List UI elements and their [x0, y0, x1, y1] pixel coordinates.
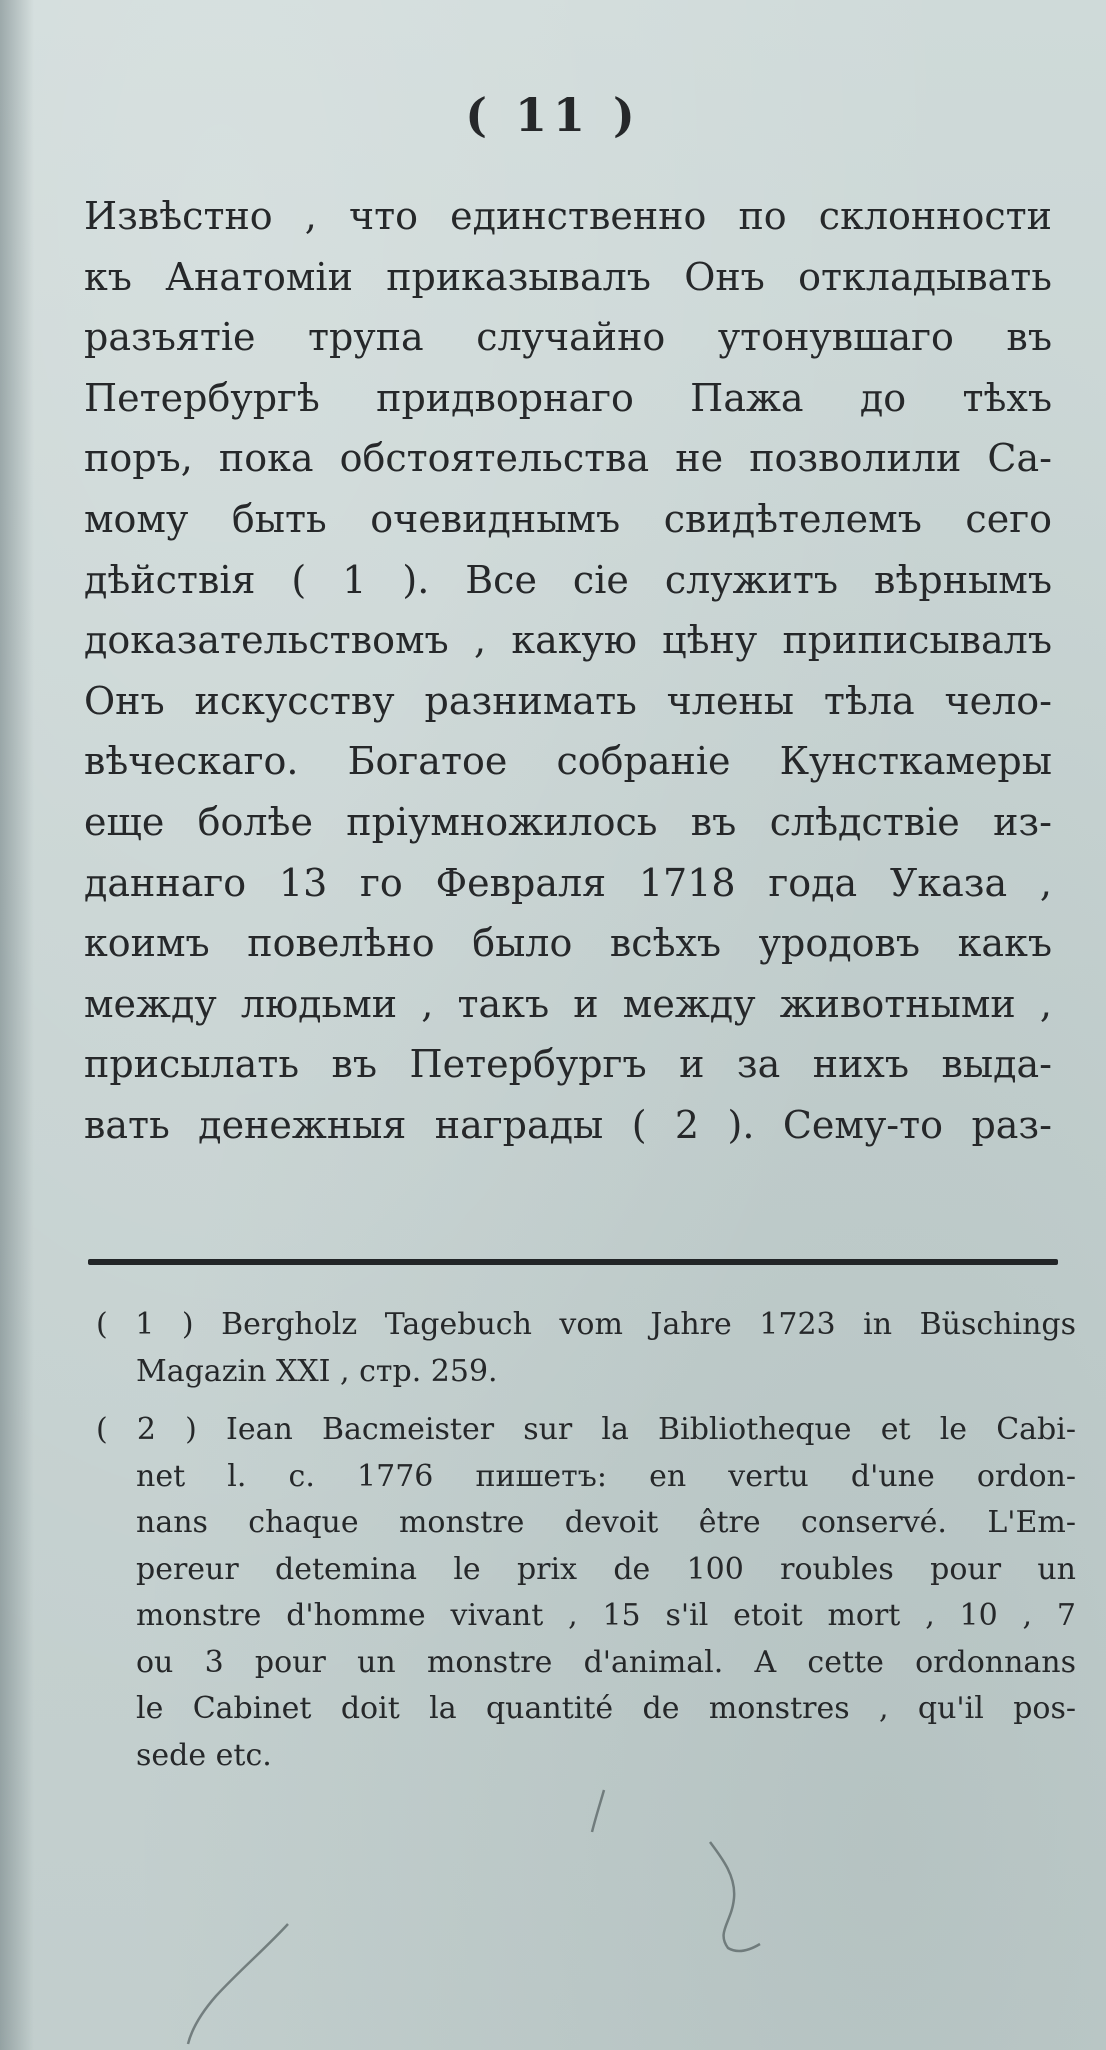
footnote-line: Magazin XXI , стр. 259.	[136, 1353, 498, 1389]
text-line: Онъ искусству разнимать члены тѣла чело-	[84, 678, 1052, 723]
text-line: даннаго 13 го Февраля 1718 года Указа ,	[84, 860, 1052, 905]
footnote-line: pereur detemina le prix de 100 roubles pour un	[136, 1551, 1076, 1587]
page-gutter-shadow	[0, 0, 34, 2050]
footnote-line: sede etc.	[136, 1737, 272, 1773]
text-line: дѣйствія ( 1 ). Все сіе служитъ вѣрнымъ	[84, 557, 1052, 602]
footnotes-block	[96, 1302, 1076, 1791]
text-line: доказательствомъ , какую цѣну приписывалъ	[84, 618, 1052, 663]
text-line: Извѣстно , что единственно по склонности	[84, 194, 1052, 238]
footnote-line: monstre d'homme vivant , 15 s'il etoit mort , 10 , 7	[136, 1598, 1076, 1633]
text-line: мому быть очевиднымъ свидѣтелемъ сего	[84, 496, 1052, 541]
text-line: между людьми , такъ и между животными ,	[84, 981, 1052, 1026]
main-text-block	[84, 186, 1052, 1156]
footnote-1	[96, 1302, 1076, 1395]
paper-mark	[180, 1918, 300, 2048]
footnote-line: le Cabinet doit la quantité de monstres , qu'il pos-	[136, 1691, 1076, 1726]
footnote-line: nans chaque monstre devoit être conservé. L'Em-	[136, 1505, 1076, 1540]
footnote-line: ou 3 pour un monstre d'animal. A cette ordonnans	[136, 1644, 1076, 1680]
footnote-line: net l. c. 1776 пишетъ: en vertu d'une ordon-	[136, 1458, 1076, 1494]
footnote-line: ( 1 ) Bergholz Tagebuch vom Jahre 1723 in Büschings	[96, 1307, 1076, 1342]
footnote-divider	[88, 1259, 1058, 1265]
footnote-2	[96, 1407, 1076, 1779]
footnote-line: ( 2 ) Iean Bacmeister sur la Bibliotheque et le Cabi-	[96, 1412, 1076, 1447]
text-line: присылать въ Петербургъ и за нихъ выда-	[84, 1042, 1052, 1087]
text-line: еще болѣе пріумножилось въ слѣдствіе из-	[84, 799, 1052, 844]
text-line: къ Анатоміи приказывалъ Онъ откладывать	[84, 254, 1052, 299]
text-line: разъятіе трупа случайно утонувшаго въ	[84, 315, 1052, 360]
text-line: вѣческаго. Богатое собраніе Кунсткамеры	[84, 739, 1052, 784]
text-line: поръ, пока обстоятельства не позволили Са-	[84, 436, 1052, 481]
text-line: Петербургѣ придворнаго Пажа до тѣхъ	[84, 375, 1052, 420]
paper-mark	[690, 1836, 770, 1956]
page-number: ( 11 )	[465, 88, 641, 142]
text-line: вать денежныя награды ( 2 ). Сему-то раз-	[84, 1102, 1052, 1147]
text-line: коимъ повелѣно было всѣхъ уродовъ какъ	[84, 921, 1052, 966]
paper-mark	[586, 1786, 610, 1836]
